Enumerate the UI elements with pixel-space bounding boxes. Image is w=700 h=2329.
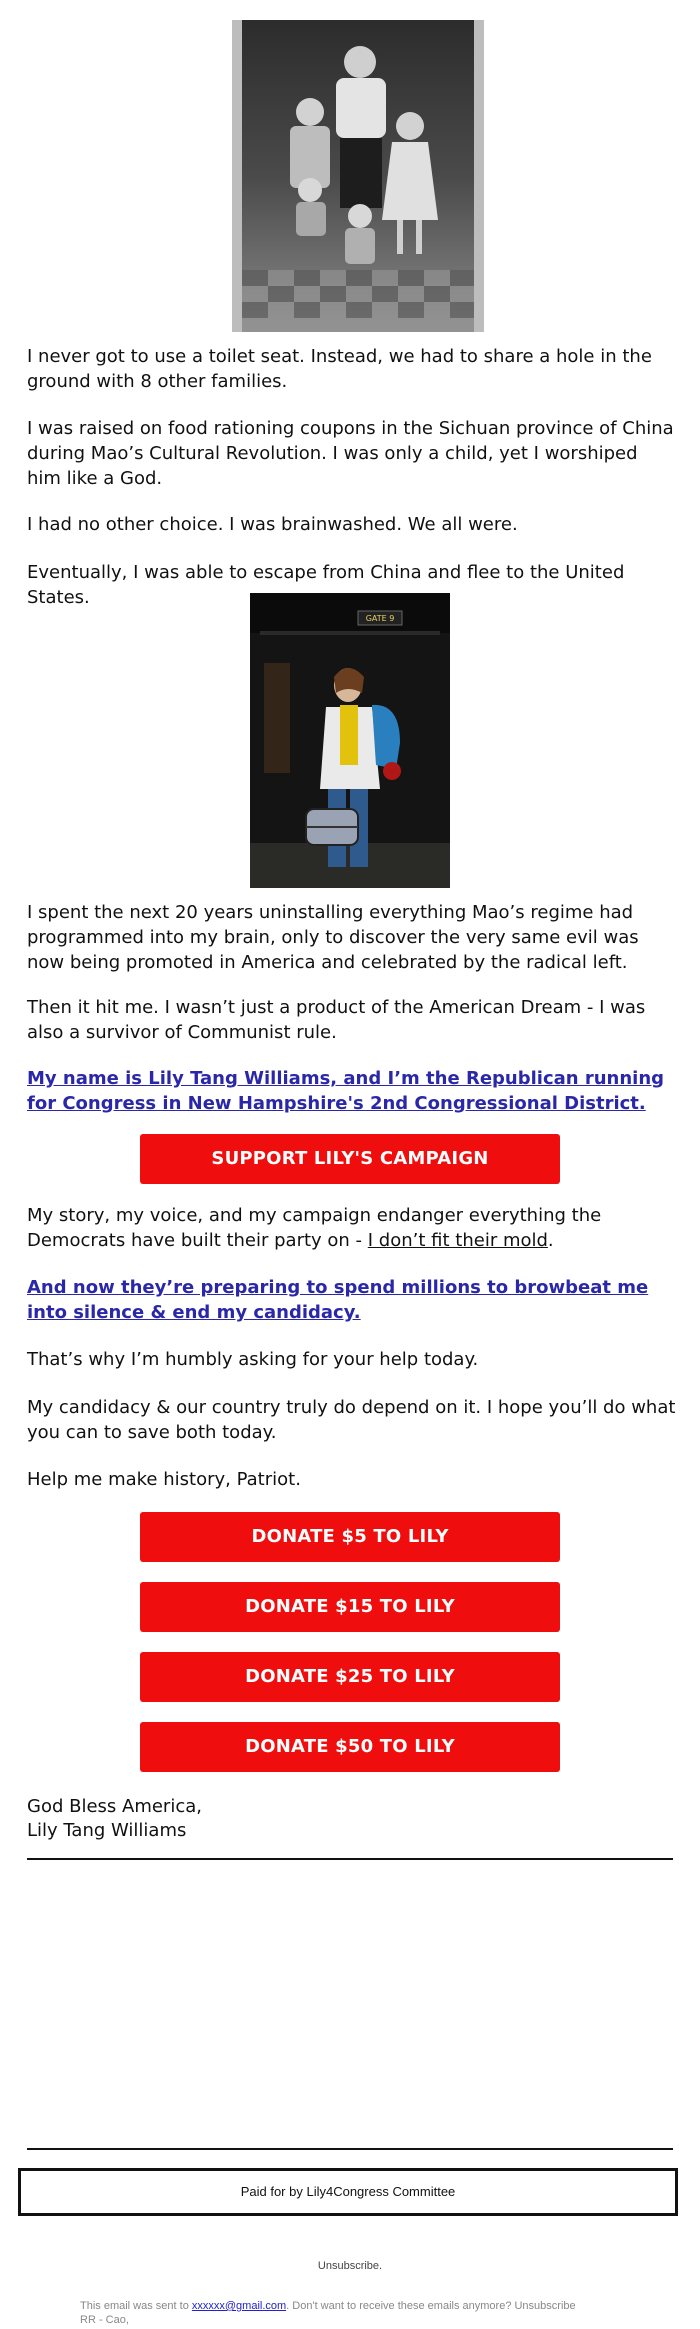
family-photo [232,20,484,332]
paragraph-make-history: Help me make history, Patriot. [27,1469,301,1490]
silence-link[interactable]: And now they’re preparing to spend millions to browbeat me into silence & end my candidacy. [27,1277,649,1323]
paragraph-asking-help: That’s why I’m humbly asking for your help today. [27,1349,479,1370]
airport-photo [250,593,450,888]
paragraph-brainwashed: I had no other choice. I was brainwashed. We all were. [27,514,518,535]
unsubscribe-link[interactable]: Unsubscribe. [317,2260,383,2272]
donate-50-button[interactable]: DONATE $50 TO LILY [140,1722,560,1772]
gate-sign-text: GATE 9 [365,614,395,623]
footer-notice [80,2299,660,2327]
paid-for-text: Paid for by Lily4Congress Committee [240,2184,456,2199]
paragraph-rationing: I was raised on food rationing coupons in the Sichuan province of China during Mao’s Cultural Revolution. I was only a child, yet I worshiped him like a God. [27,418,674,489]
intro-link[interactable]: My name is Lily Tang Williams, and I’m the Republican running for Congress in New Hampshire's 2nd Congressional District. [27,1068,665,1114]
paragraph-candidacy: My candidacy & our country truly do depend on it. I hope you’ll do what you can to save both today. [27,1397,676,1443]
mold-link[interactable]: I don’t fit their mold [367,1230,548,1251]
paragraph-uninstalling: I spent the next 20 years uninstalling everything Mao’s regime had programmed into my brain, only to discover the very same evil was now being promoted in America and celebrated by the radical left. [27,902,639,973]
story-text: My story, my voice, and my campaign endanger everything the Democrats have built their party on - [27,1205,602,1251]
signoff-line: God Bless America, [27,1796,202,1817]
paragraph-escape: Eventually, I was able to escape from China and flee to the United States. [27,562,625,608]
sent-to-suffix: . Don't want to receive these emails anymore? Unsubscribe [286,2300,576,2312]
family-photo-image [232,20,484,332]
paid-for-box [18,2168,678,2216]
airport-photo-image [250,593,450,888]
paragraph-story [27,1203,677,1253]
recipient-email-link[interactable]: xxxxxx@gmail.com [191,2300,287,2312]
signoff-name: Lily Tang Williams [27,1820,187,1841]
footer-address: RR - Cao, [80,2314,129,2326]
support-campaign-button[interactable]: SUPPORT LILY'S CAMPAIGN [140,1134,560,1184]
donate-25-button[interactable]: DONATE $25 TO LILY [140,1652,560,1702]
donate-5-button[interactable]: DONATE $5 TO LILY [140,1512,560,1562]
donate-15-button[interactable]: DONATE $15 TO LILY [140,1582,560,1632]
paragraph-realization: Then it hit me. I wasn’t just a product of the American Dream - I was also a survivor of Communist rule. [27,997,646,1043]
paragraph-toilet: I never got to use a toilet seat. Instead, we had to share a hole in the ground with 8 other families. [27,346,652,392]
story-end: . [547,1230,554,1251]
divider-top [27,1858,673,1860]
divider-bottom [27,2148,673,2150]
sent-to-prefix: This email was sent to [80,2300,192,2312]
